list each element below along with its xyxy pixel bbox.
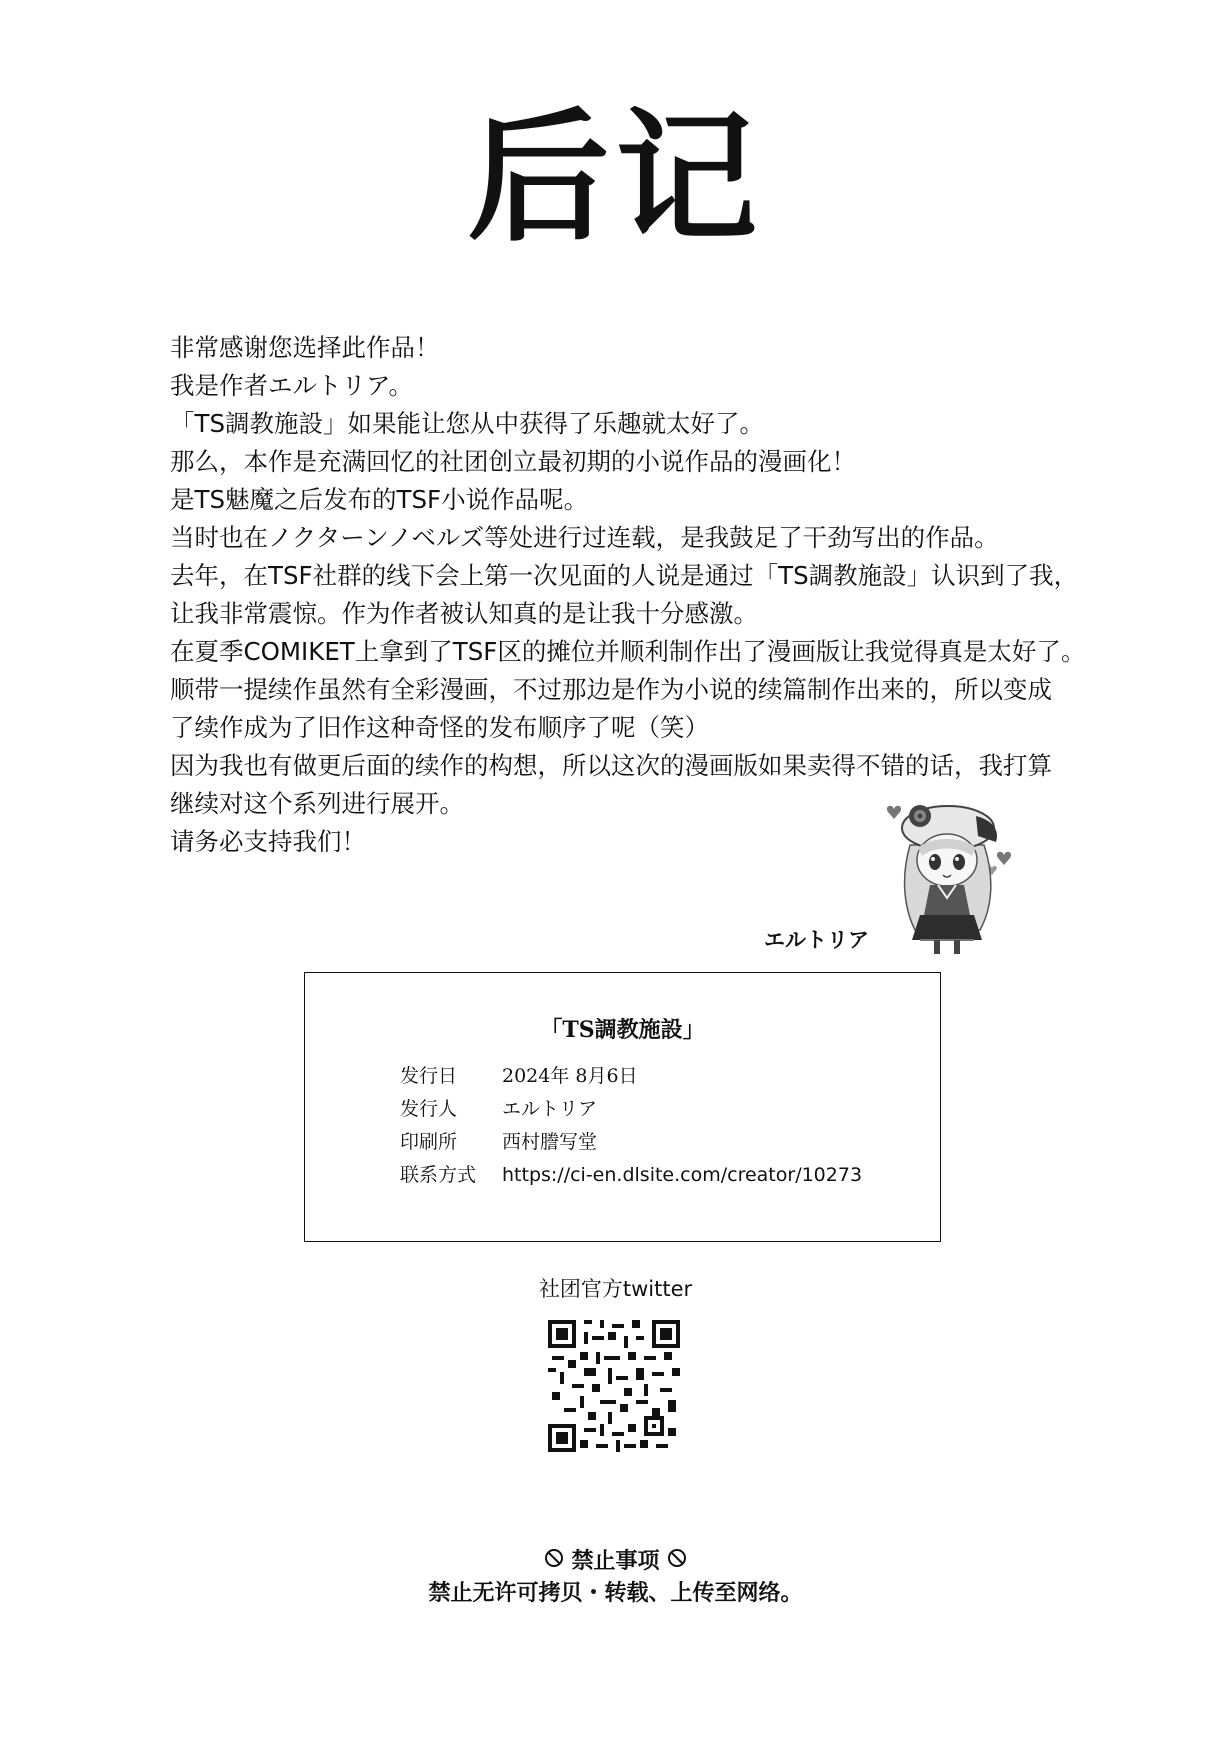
author-mascot-illustration [880,790,1015,960]
afterword-line: 让我非常震惊。作为作者被认知真的是让我十分感激。 [170,599,758,628]
afterword-line: 非常感谢您选择此作品！ [170,333,440,362]
page-title: 后记 [467,96,764,261]
colophon-row-publisher [400,1094,597,1121]
afterword-line: 那么，本作是充满回忆的社团创立最初期的小说作品的漫画化！ [170,447,856,476]
colophon-label: 发行人 [400,1098,458,1120]
contact-url[interactable]: https://ci-en.dlsite.com/creator/10273 [502,1164,863,1186]
afterword-text [170,329,1130,861]
no-entry-icon [667,1548,687,1568]
afterword-line: 在夏季COMIKET上拿到了TSF区的摊位并顺利制作出了漫画版让我觉得真是太好了。 [170,637,1086,666]
colophon-row-contact [400,1160,862,1187]
prohibited-text: 禁止无许可拷贝・转载、上传至网络。 [428,1581,803,1606]
afterword-line: 继续对这个系列进行展开。 [170,789,464,818]
colophon-label: 联系方式 [400,1164,477,1186]
afterword-line: 我是作者エルトリア。 [170,371,414,400]
afterword-line: 了续作成为了旧作这种奇怪的发布顺序了呢（笑） [170,713,709,742]
colophon-value: エルトリア [502,1098,598,1120]
afterword-line: 「TS調教施設」如果能让您从中获得了乐趣就太好了。 [170,409,765,438]
prohibited-title [0,1544,1231,1575]
afterword-line: 请务必支持我们！ [170,827,366,856]
twitter-label: 社团官方twitter [538,1277,693,1301]
colophon-title: 「TS調教施設」 [540,1017,705,1043]
prohibited-title-text: 禁止事项 [571,1549,660,1574]
colophon-value: 西村謄写堂 [502,1131,598,1153]
author-signature: エルトリア [764,927,869,952]
afterword-line: 当时也在ノクターンノベルズ等处进行过连载，是我鼓足了干劲写出的作品。 [170,523,999,552]
afterword-line: 顺带一提续作虽然有全彩漫画，不过那边是作为小说的续篇制作出来的，所以变成 [170,675,1052,704]
colophon-row-printer [400,1127,597,1154]
qr-code-icon[interactable] [548,1320,680,1452]
no-entry-icon [544,1548,564,1568]
colophon-label: 印刷所 [400,1131,458,1153]
afterword-line: 去年，在TSF社群的线下会上第一次见面的人说是通过「TS調教施設」认识到了我， [170,561,1079,590]
colophon-row-publish-date [400,1061,638,1088]
colophon-box [304,972,941,1242]
afterword-line: 因为我也有做更后面的续作的构想，所以这次的漫画版如果卖得不错的话，我打算 [170,751,1052,780]
afterword-line: 是TS魅魔之后发布的TSF小说作品呢。 [170,485,589,514]
colophon-value: 2024年 8月6日 [502,1065,638,1087]
colophon-label: 发行日 [400,1065,458,1087]
